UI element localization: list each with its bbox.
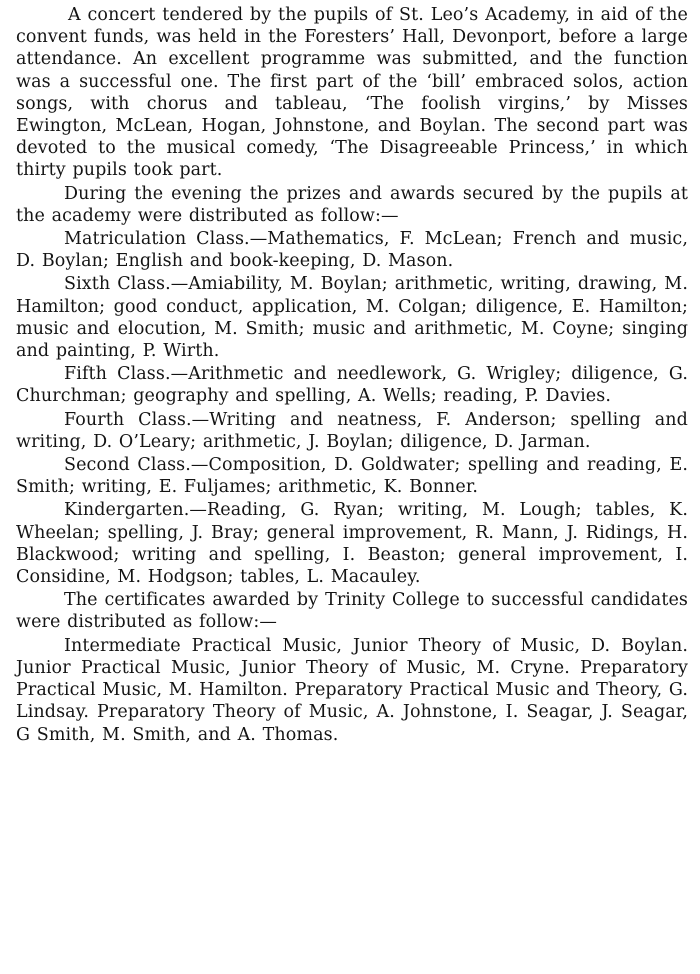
prizes-intro-paragraph: During the evening the prizes and awards secured by the pupils at the academy were distributed as follow:— [16, 183, 688, 226]
fourth-class-paragraph: Fourth Class.—Writing and neatness, F. Anderson; spelling and writing, D. O’Leary; arithmetic, J. Boylan; diligence, D. Jarman. [16, 409, 688, 452]
second-class-paragraph: Second Class.—Composition, D. Goldwater; spelling and reading, E. Smith; writing, E. Fuljames; arithmetic, K. Bonner. [16, 455, 688, 498]
certificates-list-paragraph: Intermediate Practical Music, Junior Theory of Music, D. Boylan. Junior Practical Music, Junior Theory of Music, M. Cryne. Preparatory Practical Music, M. Hamilton. Preparatory Practical Music and Theory, G. Lindsay. Preparatory Theory of Music, A. Johnstone, I. Seagar, J. Seagar, G Smith, M. Smith, and A. Thomas. [16, 635, 688, 745]
intro-paragraph: A concert tendered by the pupils of St. Leo’s Academy, in aid of the convent funds, was held in the Foresters’ Hall, Devonport, before a large attendance. An excellent programme was submitted, and the function was a successful one. The first part of the ‘bill’ embraced solos, action songs, with chorus and tableau, ‘The foolish virgins,’ by Misses Ewington, McLean, Hogan, Johnstone, and Boylan. The second part was devoted to the musical comedy, ‘The Disagreeable Princess,’ in which thirty pupils took part. [16, 5, 688, 181]
kindergarten-paragraph: Kindergarten.—Reading, G. Ryan; writing, M. Lough; tables, K. Wheelan; spelling, J. Bray; general improvement, R. Mann, J. Ridings, H. Blackwood; writing and spelling, I. Beaston; general improvement, I. Considine, M. Hodgson; tables, L. Macauley. [16, 500, 688, 588]
fifth-class-paragraph: Fifth Class.—Arithmetic and needlework, G. Wrigley; diligence, G. Churchman; geography and spelling, A. Wells; reading, P. Davies. [16, 364, 688, 407]
matriculation-class-paragraph: Matriculation Class.—Mathematics, F. McLean; French and music, D. Boylan; English and book-keeping, D. Mason. [16, 229, 688, 272]
certificates-intro-paragraph: The certificates awarded by Trinity College to successful candidates were distributed as follow:— [16, 590, 688, 633]
news-article [16, 4, 688, 747]
sixth-class-paragraph: Sixth Class.—Amiability, M. Boylan; arithmetic, writing, drawing, M. Hamilton; good conduct, application, M. Colgan; diligence, E. Hamilton; music and elocution, M. Smith; music and arithmetic, M. Coyne; singing and painting, P. Wirth. [16, 274, 688, 362]
